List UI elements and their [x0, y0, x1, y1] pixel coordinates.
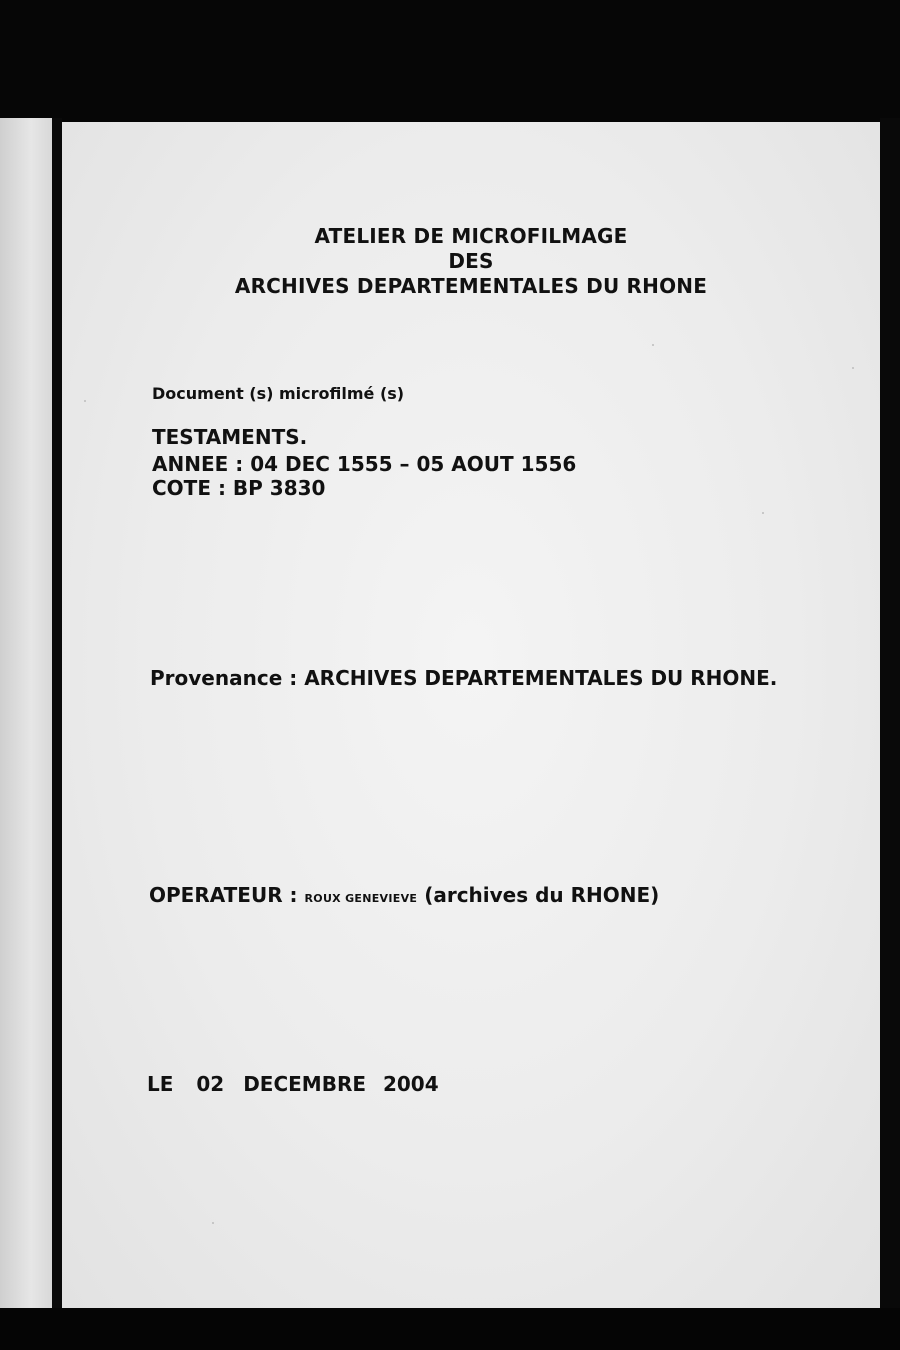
provenance-label: Provenance :	[150, 666, 298, 690]
header-line-1: ATELIER DE MICROFILMAGE	[314, 224, 628, 248]
document-annee: ANNEE : 04 DEC 1555 – 05 AOUT 1556	[152, 452, 577, 476]
film-border-top	[0, 0, 900, 120]
date-year: 2004	[382, 1072, 439, 1096]
dust-speck	[84, 400, 86, 402]
date-line	[147, 1072, 439, 1096]
dust-speck	[762, 512, 764, 514]
dust-speck	[852, 367, 854, 369]
film-border-right	[880, 118, 900, 1308]
provenance-value: ARCHIVES DEPARTEMENTALES DU RHONE.	[304, 666, 778, 690]
dust-speck	[652, 344, 654, 346]
frame-divider	[52, 118, 62, 1310]
document-label: Document (s) microfilmé (s)	[152, 384, 405, 403]
film-border-bottom	[0, 1308, 900, 1350]
date-month: DECEMBRE	[243, 1072, 366, 1096]
operateur-label: OPERATEUR :	[149, 883, 298, 907]
date-day: 02	[196, 1072, 225, 1096]
adjacent-frame-strip	[0, 118, 52, 1308]
operateur-affiliation: (archives du RHONE)	[424, 883, 660, 907]
header-line-3: ARCHIVES DEPARTEMENTALES DU RHONE	[234, 274, 708, 298]
operateur-name: ROUX GENEVIEVE	[304, 892, 418, 905]
document-cote: COTE : BP 3830	[152, 476, 326, 500]
operateur-line	[149, 883, 659, 907]
provenance-line	[150, 666, 777, 690]
microfilm-target-page	[62, 122, 880, 1308]
date-le: LE	[147, 1072, 174, 1096]
document-title: TESTAMENTS.	[152, 425, 308, 449]
dust-speck	[212, 1222, 214, 1224]
header-line-2: DES	[448, 249, 494, 273]
